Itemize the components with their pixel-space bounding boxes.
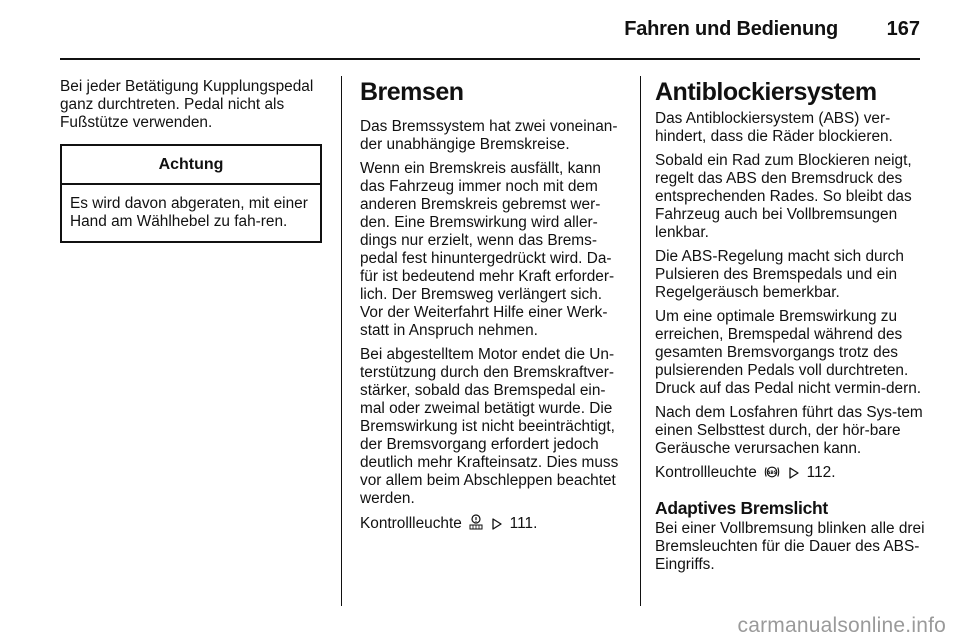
header-title: Fahren und Bedienung <box>624 18 838 40</box>
paragraph: Bei einer Vollbremsung blinken alle drei Bremsleuchten für die Dauer des ABS-Eingriffs. <box>655 520 925 573</box>
paragraph: Das Bremssystem hat zwei voneinan-der unabhängige Bremskreise. <box>360 118 618 153</box>
abs-warning-lamp-icon <box>764 465 780 484</box>
column-divider-2 <box>640 76 641 606</box>
lamp-label: Kontrollleuchte <box>360 515 462 532</box>
paragraph: Wenn ein Bremskreis ausfällt, kann das Fahrzeug immer noch mit dem anderen Bremskreis gebremst wer-den. Eine Bremswirkung wird aller-dings nur erzielt, wenn das Brems-pedal fest hinuntergedrückt wird. Da-für ist bedeutend mehr Kraft erforder-lich. Der Bremsweg verlängert sich. Vor der Weiterfahrt Hilfe einer Werk-statt in Anspruch nehmen. <box>360 160 615 339</box>
section-heading-bremsen: Bremsen <box>360 78 464 106</box>
column-2 <box>360 78 628 541</box>
column-divider-1 <box>341 76 342 606</box>
lamp-reference <box>655 464 927 484</box>
column-3 <box>655 78 927 580</box>
page-ref: 111. <box>509 515 538 532</box>
lamp-reference <box>360 514 628 535</box>
section-heading-abs: Antiblockiersystem <box>655 78 877 106</box>
warning-text: Es wird davon abgeraten, mit einer Hand am Wählhebel zu fah-ren. <box>70 195 308 230</box>
warning-box <box>60 144 322 243</box>
paragraph: Nach dem Losfahren führt das Sys-tem einen Selbsttest durch, der hör-bare Geräusche verursachen kann. <box>655 404 923 457</box>
warning-title: Achtung <box>62 146 320 185</box>
brake-warning-lamp-icon <box>469 514 483 535</box>
page-header <box>0 0 960 60</box>
paragraph: Bei abgestelltem Motor endet die Un-terstützung durch den Bremskraftver-stärker, sobald das Bremspedal ein-mal oder zweimal betätigt wurde. Die Bremswirkung ist nicht beeinträchtigt, der Bremsvorgang erfordert jedoch deutlich mehr Krafteinsatz. Dies muss vor allem beim Abschleppen beachtet werden. <box>360 346 619 507</box>
paragraph: Sobald ein Rad zum Blockieren neigt, regelt das ABS den Bremsdruck des entsprechenden Rades. So bleibt das Fahrzeug auch bei Vollbremsungen lenkbar. <box>655 152 912 241</box>
paragraph: Um eine optimale Bremswirkung zu erreichen, Bremspedal während des gesamten Bremsvorgangs trotz des pulsierenden Pedals voll durchtreten. Druck auf das Pedal nicht vermin-dern. <box>655 308 922 397</box>
watermark: carmanualsonline.info <box>737 614 946 637</box>
paragraph: Die ABS-Regelung macht sich durch Pulsieren des Bremspedals und ein Regelgeräusch bemerkbar. <box>655 248 904 301</box>
paragraph: Das Antiblockiersystem (ABS) ver-hindert, dass die Räder blockieren. <box>655 110 893 145</box>
page-ref: 112. <box>806 464 836 481</box>
svg-text:ABS: ABS <box>767 470 778 476</box>
lamp-label: Kontrollleuchte <box>655 464 757 481</box>
clutch-paragraph: Bei jeder Betätigung Kupplungspedal ganz durchtreten. Pedal nicht als Fußstütze verwenden. <box>60 78 314 131</box>
section-heading-adaptive-brake-light: Adaptives Bremslicht <box>655 498 828 518</box>
column-1 <box>60 78 328 243</box>
cross-reference-arrow-icon <box>789 466 799 484</box>
page-number: 167 <box>886 18 920 40</box>
header-rule <box>60 58 920 60</box>
cross-reference-arrow-icon <box>492 517 502 535</box>
